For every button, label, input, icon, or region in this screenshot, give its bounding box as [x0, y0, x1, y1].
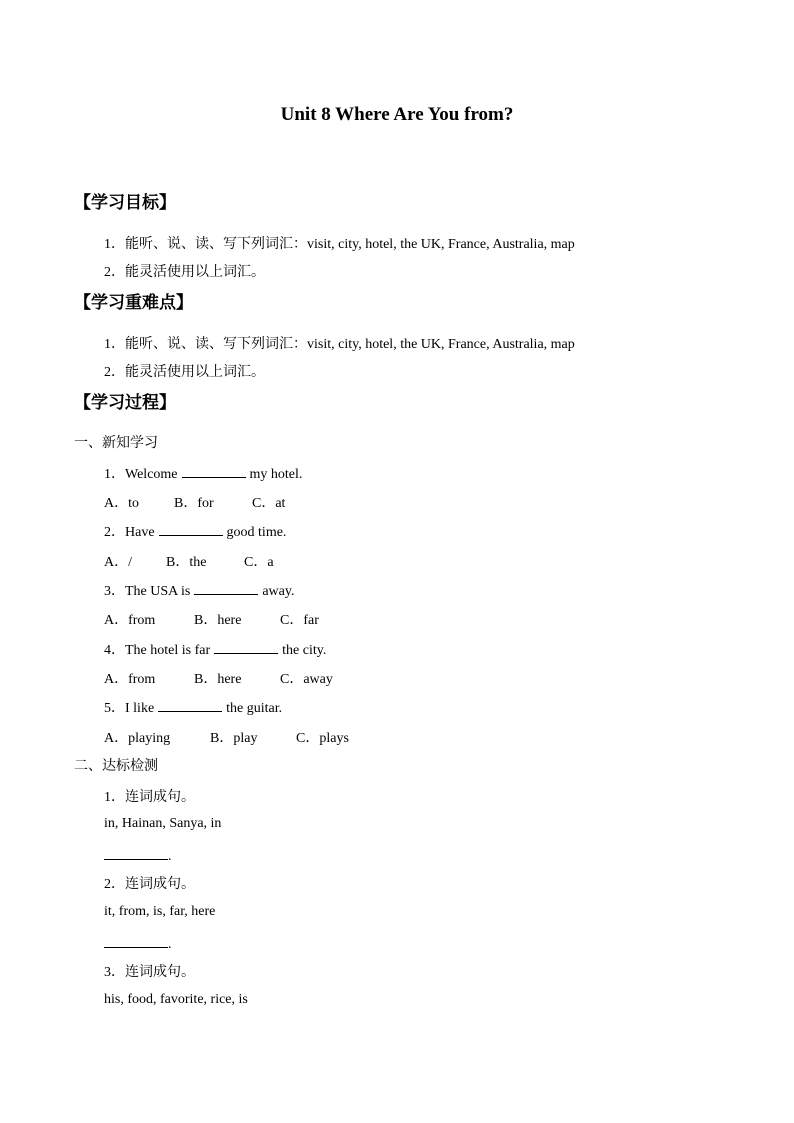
options-4: [104, 668, 333, 688]
answer-blank: [182, 465, 246, 478]
exercise-1-label: 1．连词成句。: [104, 790, 195, 805]
options-2: [104, 551, 274, 571]
option-c: C．at: [252, 496, 286, 511]
sentence-end: .: [168, 849, 172, 864]
question-text: good time.: [226, 525, 287, 540]
option-c: C．away: [280, 672, 333, 687]
question-text: the city.: [282, 643, 327, 658]
exercise-1-words: in, Hainan, Sanya, in: [104, 816, 222, 831]
answer-line: [104, 845, 168, 860]
answer-line: [104, 933, 168, 948]
question-text: 1．Welcome: [104, 467, 178, 482]
option-b: B．the: [166, 555, 207, 570]
keypoint-item-2: 2．能灵活使用以上词汇。: [104, 365, 265, 380]
option-a: A．playing: [104, 731, 171, 746]
exercise-2-words: it, from, is, far, here: [104, 904, 216, 919]
answer-blank: [158, 699, 222, 712]
option-a: A．from: [104, 613, 156, 628]
section-header-learning-process: 【学习过程】: [74, 393, 176, 412]
question-5: [104, 697, 282, 717]
option-c: C．a: [244, 555, 274, 570]
question-text: 2．Have: [104, 525, 155, 540]
option-a: A．to: [104, 496, 139, 511]
question-2: [104, 521, 286, 541]
question-3: [104, 580, 294, 600]
option-c: C．plays: [296, 731, 349, 746]
question-4: [104, 639, 326, 659]
section-header-key-points: 【学习重难点】: [74, 293, 193, 312]
question-text: my hotel.: [249, 467, 303, 482]
question-text: the guitar.: [226, 701, 283, 716]
answer-blank: [214, 641, 278, 654]
option-c: C．far: [280, 613, 319, 628]
options-1: [104, 492, 285, 512]
part-heading-assessment: 二、达标检测: [74, 759, 158, 774]
option-b: B．here: [194, 613, 242, 628]
exercise-3-words: his, food, favorite, rice, is: [104, 992, 248, 1007]
part-heading-new-knowledge: 一、新知学习: [74, 436, 158, 451]
option-b: B．for: [174, 496, 214, 511]
keypoint-item-1: 1．能听、说、读、写下列词汇：visit, city, hotel, the UK, France, Australia, map: [104, 337, 575, 352]
answer-blank: [194, 582, 258, 595]
options-3: [104, 609, 319, 629]
page-title: Unit 8 Where Are You from?: [280, 104, 514, 125]
question-text: 3．The USA is: [104, 584, 191, 599]
question-1: [104, 463, 302, 483]
question-text: 4．The hotel is far: [104, 643, 211, 658]
option-a: A．from: [104, 672, 156, 687]
option-b: B．play: [210, 731, 258, 746]
sentence-end: .: [168, 937, 172, 952]
question-text: away.: [262, 584, 295, 599]
goal-item-1: 1．能听、说、读、写下列词汇：visit, city, hotel, the UK, France, Australia, map: [104, 237, 575, 252]
exercise-2-label: 2．连词成句。: [104, 877, 195, 892]
option-a: A．/: [104, 555, 132, 570]
exercise-3-label: 3．连词成句。: [104, 965, 195, 980]
answer-blank: [159, 523, 223, 536]
exercise-2-answer: [104, 933, 172, 953]
options-5: [104, 727, 349, 747]
goal-item-2: 2．能灵活使用以上词汇。: [104, 265, 265, 280]
section-header-learning-goals: 【学习目标】: [74, 193, 176, 212]
option-b: B．here: [194, 672, 242, 687]
exercise-1-answer: [104, 845, 172, 865]
question-text: 5．I like: [104, 701, 155, 716]
